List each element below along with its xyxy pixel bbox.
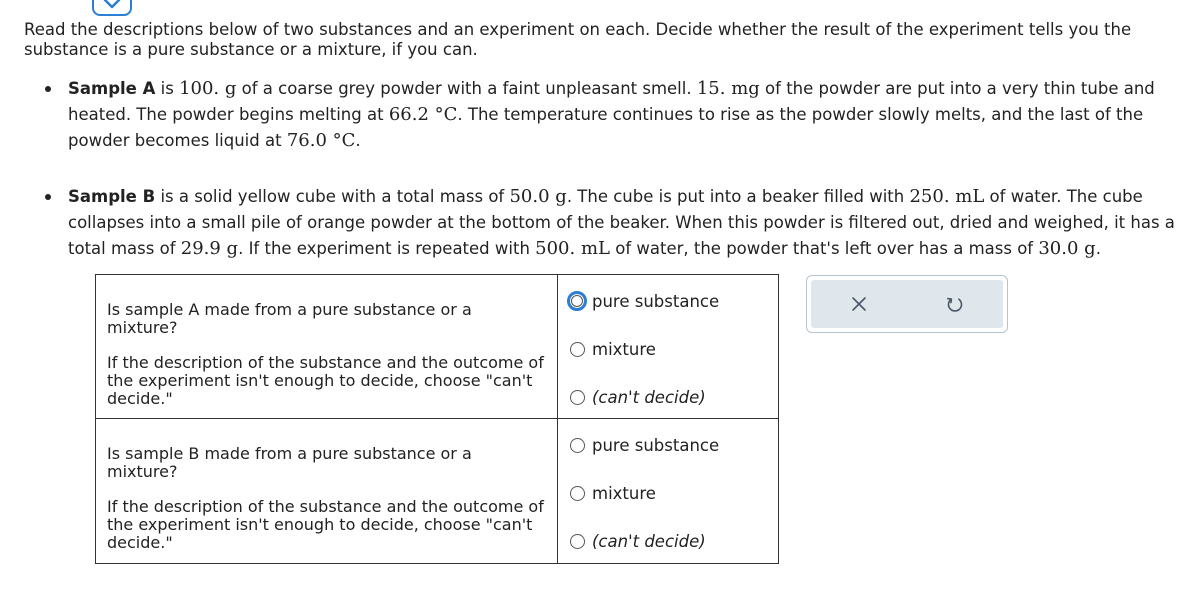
option-a-pure-substance[interactable]: pure substance [570, 289, 778, 313]
radio-button[interactable] [570, 438, 585, 453]
radio-button[interactable] [570, 486, 585, 501]
answer-actions [806, 275, 1008, 333]
option-b-cant-decide[interactable]: (can't decide) [570, 529, 778, 553]
radio-button[interactable] [570, 534, 585, 549]
question-a-cell [96, 275, 558, 419]
undo-icon [945, 294, 965, 314]
option-a-cant-decide[interactable]: (can't decide) [570, 385, 778, 409]
question-b-cell [96, 419, 558, 563]
instructions: Read the descriptions below of two substances and an experiment on each. Decide whether the result of the experiment tells you the substance is a pure substance or a mixture, if you can. [24, 20, 1132, 59]
question-b: Is sample B made from a pure substance or a mixture? [107, 444, 472, 481]
options-b-cell [558, 419, 778, 563]
option-a-mixture[interactable]: mixture [570, 337, 778, 361]
sample-b-description: Sample B is a solid yellow cube with a total mass of 50.0 g. The cube is put into a beaker filled with 250. mL of water. The cube collapses into a small pile of orange powder at the bottom of the beaker. When this powder is filtered out, dried and weighed, it has a total mass of 29.9 g. If the experiment is repeated with 500. mL of water, the powder that's left over has a mass of 30.0 g. [40, 184, 1190, 262]
option-b-mixture[interactable]: mixture [570, 481, 778, 505]
question-a-hint: If the description of the substance and the outcome of the experiment isn't enough to decide, choose "can't decide." [107, 353, 544, 408]
radio-button[interactable] [567, 291, 587, 311]
chevron-down-icon [103, 0, 121, 10]
clear-button[interactable] [839, 284, 879, 324]
options-a-cell [558, 275, 778, 419]
radio-button[interactable] [570, 390, 585, 405]
sample-a-description: Sample A is 100. g of a coarse grey powder with a faint unpleasant smell. 15. mg of the powder are put into a very thin tube and heated. The powder begins melting at 66.2 °C. The temperature continues to rise as the powder slowly melts, and the last of the powder becomes liquid at 76.0 °C. [40, 76, 1190, 154]
question-table [95, 274, 779, 564]
x-icon [849, 294, 869, 314]
question-b-hint: If the description of the substance and the outcome of the experiment isn't enough to decide, choose "can't decide." [107, 497, 544, 552]
sample-list [40, 76, 1190, 262]
question-a: Is sample A made from a pure substance or a mixture? [107, 300, 472, 337]
collapse-toggle[interactable] [92, 0, 132, 16]
radio-button[interactable] [570, 342, 585, 357]
undo-button[interactable] [935, 284, 975, 324]
option-b-pure-substance[interactable]: pure substance [570, 433, 778, 457]
